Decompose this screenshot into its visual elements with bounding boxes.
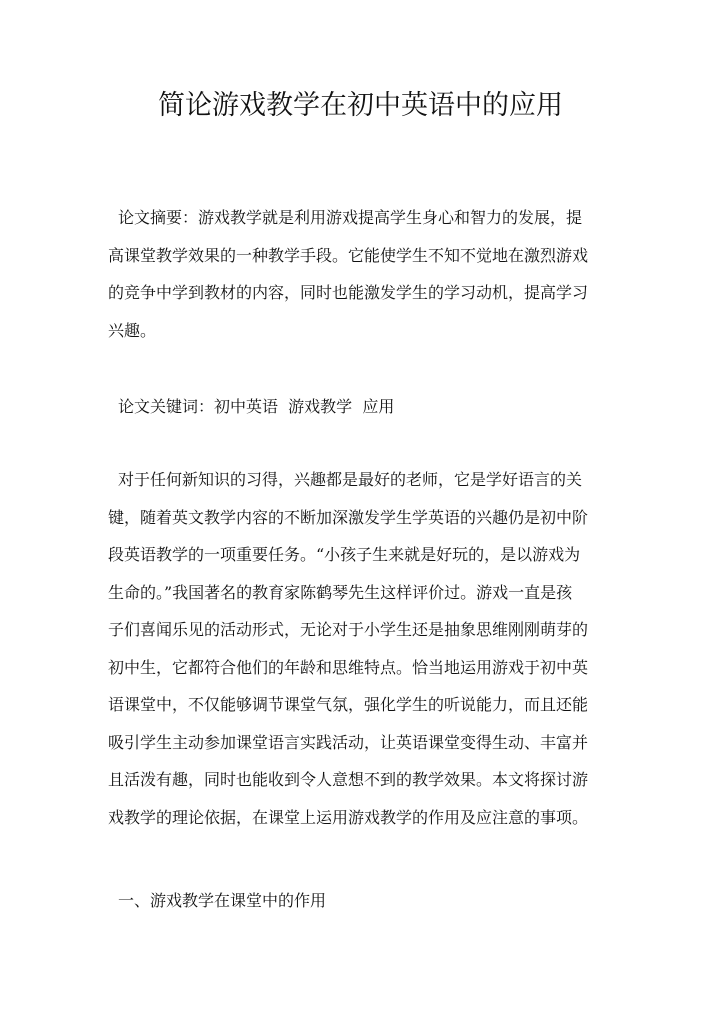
intro-line: 戏教学的理论依据，在课堂上运用游戏教学的作用及应注意的事项。 [108,807,589,827]
section-heading [108,882,618,920]
intro-line: 初中生，它都符合他们的年龄和思维特点。恰当地运用游戏于初中英 [108,657,589,677]
intro-line: 生命的。”我国著名的教育家陈鹤琴先生这样评价过。游戏一直是孩 [108,582,573,602]
abstract-line: 论文摘要：游戏教学就是利用游戏提高学生身心和智力的发展，提 [118,208,583,227]
intro-paragraph [108,461,618,836]
intro-line: 语课堂中，不仅能够调节课堂气氛，强化学生的听说能力，而且还能 [108,695,589,714]
intro-line: 对于任何新知识的习得，兴趣都是最好的老师，它是学好语言的关 [118,470,583,489]
keywords-paragraph [108,388,618,426]
abstract-line: 的竞争中学到教材的内容，同时也能激发学生的学习动机，提高学习 [108,283,589,302]
section-heading-text: 一、游戏教学在课堂中的作用 [118,891,327,910]
abstract-paragraph [108,199,618,349]
intro-line: 吸引学生主动参加课堂语言实践活动，让英语课堂变得生动、丰富并 [108,732,589,752]
keywords-line: 论文关键词：初中英语 游戏教学 应用 [118,397,395,416]
intro-line: 键，随着英文教学内容的不断加深激发学生学英语的兴趣仍是初中阶 [108,507,589,527]
abstract-line: 兴趣。 [108,320,157,340]
intro-line: 子们喜闻乐见的活动形式，无论对于小学生还是抽象思维刚刚萌芽的 [108,620,589,639]
intro-line: 且活泼有趣，同时也能收到令人意想不到的教学效果。本文将探讨游 [108,770,589,789]
intro-line: 段英语教学的一项重要任务。“小孩子生来就是好玩的，是以游戏为 [108,545,581,564]
abstract-line: 高课堂教学效果的一种教学手段。它能使学生不知不觉地在激烈游戏 [108,245,589,265]
document-title: 简论游戏教学在初中英语中的应用 [158,90,563,121]
